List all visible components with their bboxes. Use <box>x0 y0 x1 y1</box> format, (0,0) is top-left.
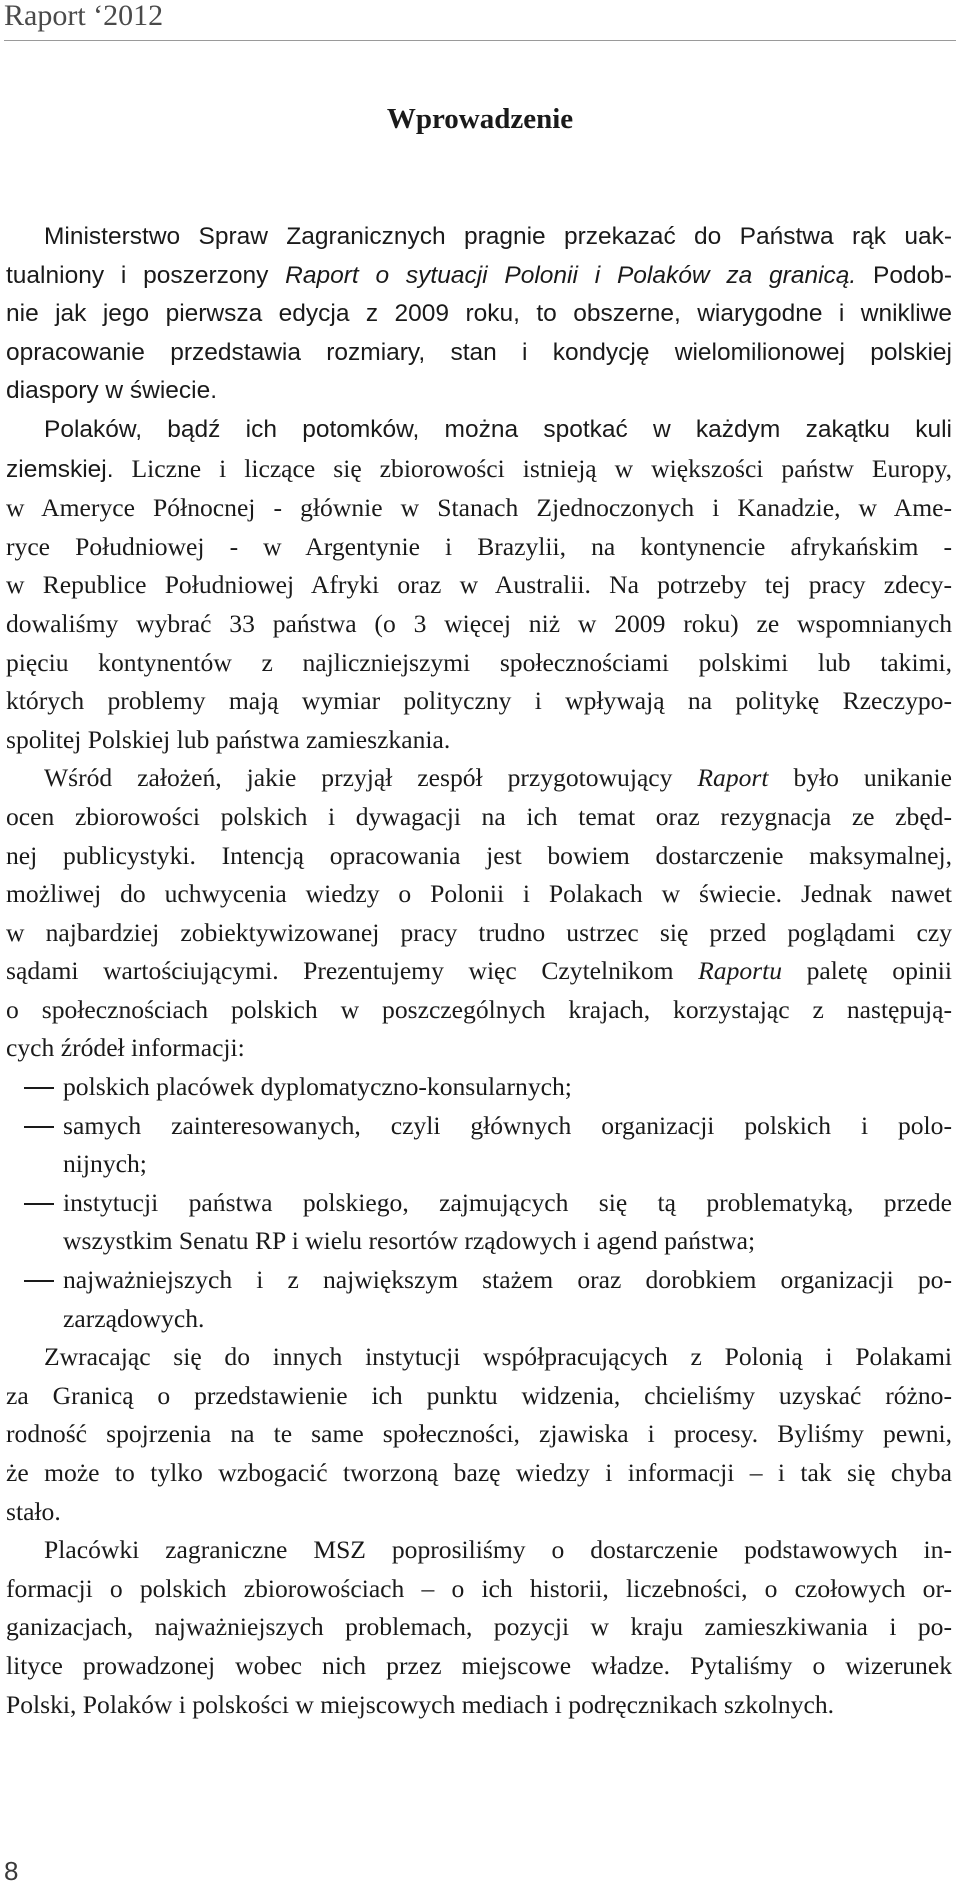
text-line: o społecznościach polskich w poszczególnych krajach, korzystając z następują- <box>6 994 952 1024</box>
text-line <box>6 759 952 798</box>
text-line: zarządowych. <box>63 1303 205 1333</box>
text-line: Placówki zagraniczne MSZ poprosiliśmy o dostarczenie podstawowych in- <box>44 1535 952 1565</box>
text-line: rodność spojrzenia na te same społeczności, zjawiska i procesy. Byliśmy pewni, <box>6 1419 952 1449</box>
dash-bullet <box>24 1280 54 1282</box>
text-line: pięciu kontynentów z najliczniejszymi społecznościami polskimi lub takimi, <box>6 647 952 677</box>
text-line: diaspory w świecie. <box>6 377 218 405</box>
text-span: sądami wartościującymi. Prezentujemy więc Czytelnikom <box>6 956 699 986</box>
text-line: w Ameryce Północnej - głównie w Stanach Zjednoczonych i Kanadzie, w Ame- <box>6 493 952 523</box>
text-line: za Granicą o przedstawienie ich punktu widzenia, chcieliśmy uzyskać różno- <box>6 1380 952 1410</box>
text-line: spolitej Polskiej lub państwa zamieszkania. <box>6 724 451 754</box>
text-span: Liczne i liczące się zbiorowości istnieją w większości państw Europy, <box>113 453 952 483</box>
text-line: samych zainteresowanych, czyli głównych organizacji polskich i polo- <box>63 1110 952 1140</box>
text-line: stało. <box>6 1496 61 1526</box>
running-header: Raport ‘2012 <box>4 0 164 32</box>
text-line: formacji o polskich zbiorowościach – o ich historii, liczebności, o czołowych or- <box>6 1573 952 1603</box>
text-line: wszystkim Senatu RP i wielu resortów rządowych i agend państwa; <box>63 1226 756 1256</box>
text-line <box>6 952 952 991</box>
text-line: nej publicystyki. Intencją opracowania jest bowiem dostarczenie maksymalnej, <box>6 840 952 870</box>
text-line: że może to tylko wzbogacić tworzoną bazę wiedzy i informacji – i tak się chyba <box>6 1458 952 1487</box>
paragraph-diaspora <box>6 411 952 759</box>
paragraph-missions <box>6 1531 952 1724</box>
text-line: ocen zbiorowości polskich i dywagacji na ich temat oraz rezygnacja ze zbęd- <box>6 801 952 831</box>
page-number: 8 <box>4 1856 19 1886</box>
text-line: dowaliśmy wybrać 33 państwa (o 3 więcej niż w 2009 roku) ze wspomnianych <box>6 608 952 638</box>
text-line <box>6 257 952 296</box>
body-text <box>6 218 952 1724</box>
list-item <box>6 1261 952 1338</box>
list-item <box>6 1184 952 1261</box>
text-line: Polaków, bądź ich potomków, można spotkać w każdym zakątku kuli <box>44 415 952 443</box>
list-item <box>6 1107 952 1184</box>
text-line: w Republice Południowej Afryki oraz w Australii. Na potrzeby tej pracy zdecy- <box>6 570 952 600</box>
report-title-italic: Raport o sytuacji Polonii i Polaków za granicą. <box>285 261 857 289</box>
sources-list <box>6 1068 952 1338</box>
header-rule <box>4 40 956 41</box>
text-line: Polski, Polaków i polskości w miejscowych mediach i podręcznikach szkolnych. <box>6 1689 835 1719</box>
paragraph-cooperation <box>6 1338 952 1531</box>
text-span: Podob- <box>856 261 952 289</box>
dash-bullet <box>24 1126 54 1128</box>
text-line: nijnych; <box>63 1149 147 1179</box>
report-italic: Raport <box>697 763 769 793</box>
paragraph-intro <box>6 218 952 411</box>
text-line: instytucji państwa polskiego, zajmujących się tą problematyką, przede <box>63 1187 952 1217</box>
dash-bullet <box>24 1087 54 1089</box>
text-line: ganizacjach, najważniejszych problemach, pozycji w kraju zamieszkiwania i po- <box>6 1612 952 1642</box>
text-span: ziemskiej. <box>6 455 114 483</box>
text-line: w najbardziej zobiektywizowanej pracy trudno ustrzec się przed poglądami czy <box>6 917 952 947</box>
text-line: lityce prowadzonej wobec nich przez miejscowe władze. Pytaliśmy o wizerunek <box>6 1650 952 1680</box>
text-line: których problemy mają wymiar polityczny i wpływają na politykę Rzeczypo- <box>6 686 952 716</box>
text-line: możliwej do uchwycenia wiedzy o Polonii i Polakach w świecie. Jednak nawet <box>6 879 952 909</box>
paragraph-assumptions <box>6 759 952 1068</box>
text-line: Zwracając się do innych instytucji współpracujących z Polonią i Polakami <box>44 1342 952 1372</box>
text-line: nie jak jego pierwsza edycja z 2009 roku, to obszerne, wiarygodne i wnikliwe <box>6 300 952 328</box>
report-italic: Raportu <box>698 956 783 986</box>
text-line: cych źródeł informacji: <box>6 1033 245 1063</box>
list-item <box>6 1068 952 1107</box>
text-line: opracowanie przedstawia rozmiary, stan i kondycję wielomilionowej polskiej <box>6 338 952 366</box>
text-line: ryce Południowej - w Argentynie i Brazylii, na kontynencie afrykańskim - <box>6 531 952 561</box>
text-line: Ministerstwo Spraw Zagranicznych pragnie przekazać do Państwa rąk uak- <box>44 223 952 250</box>
text-span: Wśród założeń, jakie przyjął zespół przygotowujący <box>44 763 698 793</box>
text-line <box>6 450 952 490</box>
text-span: paletę opinii <box>782 956 953 986</box>
text-line: polskich placówek dyplomatyczno-konsularnych; <box>63 1072 572 1102</box>
text-line: najważniejszych i z największym stażem oraz dorobkiem organizacji po- <box>63 1265 952 1295</box>
dash-bullet <box>24 1203 54 1205</box>
text-span: było unikanie <box>768 763 952 793</box>
text-span: tualniony i poszerzony <box>6 261 286 289</box>
page-title: Wprowadzenie <box>386 103 574 135</box>
